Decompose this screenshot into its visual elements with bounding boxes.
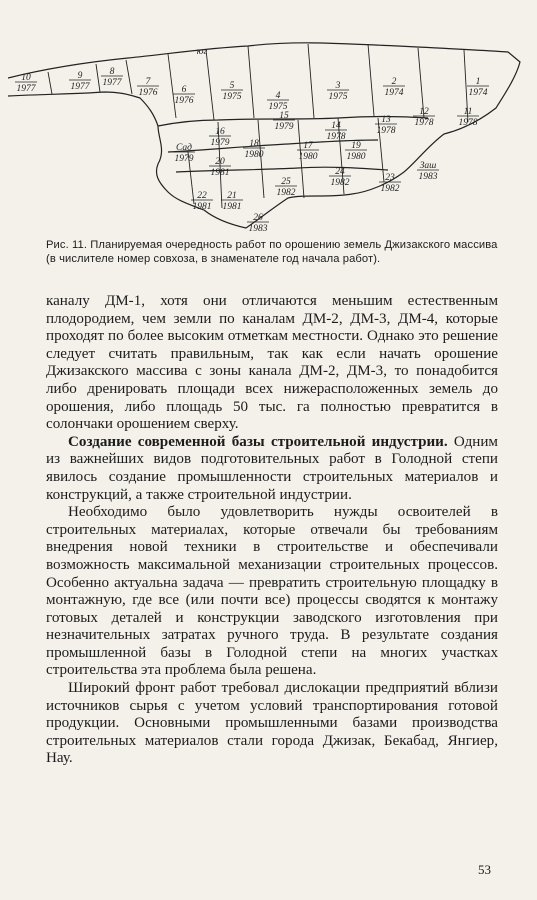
- zone-label: [417, 161, 439, 182]
- zone-label: [191, 191, 213, 212]
- paragraph-continued: каналу ДМ-1, хотя они отличаются меньшим естественным плодородием, чем земли по каналам ДМ-2, ДМ-3, ДМ-4, которые проходят по более высоким отметкам местности. Однако это решение следует считать правильным, так как если начать орошение Джизакского массива с зоны канала ДМ-2, ДМ-3, то понадобится либо дренировать площади всех нижерасположенных земель до орошения, либо площадь 50 тыс. га полностью превратится в солончаки орошением сверху.: [46, 293, 498, 433]
- zone-number: 16: [215, 127, 225, 137]
- zone-label: [173, 85, 195, 106]
- zone-year: 1979: [274, 122, 294, 132]
- zone-label: [329, 167, 351, 188]
- zone-year: 1978: [458, 118, 478, 128]
- zone-year: 1983: [248, 224, 268, 232]
- zone-number: 7: [145, 77, 151, 87]
- section-heading: Создание современной базы строительной индустрии.: [68, 433, 448, 450]
- zone-number: 24: [335, 167, 345, 177]
- zone-year: 1977: [102, 78, 122, 88]
- zone-number: 9: [77, 71, 83, 81]
- zone-number: 19: [351, 141, 361, 151]
- zone-year: 1974: [468, 88, 488, 98]
- zone-label: [221, 191, 243, 212]
- zone-year: 1982: [380, 184, 400, 194]
- zone-year: 1978: [414, 118, 434, 128]
- zone-label: [209, 157, 231, 178]
- section-text: Одним из важнейших видов подготовительных работ в Голодной степи явилось создание промышленности строительных материалов и конструкций, а также строительной индустрии.: [46, 433, 498, 503]
- zone-year: 1979: [174, 154, 194, 164]
- zone-label: [101, 67, 123, 88]
- zone-year: 1980: [244, 150, 264, 160]
- zone-year: 1979: [210, 138, 230, 148]
- zone-year: 1976: [174, 96, 194, 106]
- zone-number: 23: [385, 173, 395, 183]
- zone-number: 20: [215, 157, 225, 167]
- zone-label: [69, 71, 91, 92]
- zone-number: 17: [303, 141, 313, 151]
- zone-year: 1975: [268, 102, 288, 112]
- zone-number: 2: [391, 77, 397, 87]
- zone-label: [273, 111, 295, 132]
- zone-year: 1980: [298, 152, 318, 162]
- zone-year: 1976: [138, 88, 158, 98]
- zone-label: [209, 127, 231, 148]
- zone-label: [243, 139, 265, 160]
- paragraph-front: Широкий фронт работ требовал дислокации предприятий вблизи источников сырья с учетом условий транспортирования готовой продукции. Основными промышленными базами производства строительных материалов стали города Джизак, Бекабад, Янгиер, Нау.: [46, 680, 498, 767]
- zone-number: 10: [21, 73, 31, 83]
- zone-number: 3: [335, 81, 341, 91]
- zone-year: 1980: [346, 152, 366, 162]
- zone-label: [221, 81, 243, 102]
- zone-year: 1983: [418, 172, 438, 182]
- zone-year: 1981: [210, 168, 230, 178]
- zone-number: 14: [331, 121, 341, 131]
- figure-caption: Рис. 11. Планируемая очередность работ по орошению земель Джизакского массива (в числителе номер совхоза, в знаменателе год начала работ).: [46, 239, 498, 265]
- zone-year: 1981: [222, 202, 242, 212]
- zone-number: 22: [197, 191, 207, 201]
- zone-number: 25: [281, 177, 291, 187]
- zone-label: [173, 142, 195, 164]
- zone-number: 21: [227, 191, 237, 201]
- zone-label: [247, 213, 269, 232]
- zone-number: 4: [275, 91, 281, 101]
- paragraph-needs: Необходимо было удовлетворить нужды освоителей в строительных материалах, которые отвечали бы требованиям внедрения новой техники в строительстве и обеспечивали возможность максимальной механизации строительных процессов. Особенно актуальна задача — превратить строительную площадку в монтажную, где все (или почти все) процессы сводятся к монтажу готовых деталей и конструкции заводского изготовления при незначительных затратах ручного труда. В результате создания промышленной базы в Голодной степи на многих участках строительства эта проблема была решена.: [46, 504, 498, 679]
- zone-number: 13: [381, 115, 391, 125]
- zone-year: 1977: [16, 84, 36, 94]
- zone-label: [197, 47, 208, 57]
- zone-number: Сад: [176, 143, 192, 153]
- zone-label: [457, 107, 479, 128]
- zone-number: 26: [253, 213, 263, 223]
- zone-number: 8: [109, 67, 115, 77]
- zone-label: [345, 141, 367, 162]
- zone-label: [267, 91, 289, 112]
- zone-label: [467, 77, 489, 98]
- zone-label: [325, 121, 347, 142]
- zone-number: 11: [463, 107, 473, 117]
- map-drawing: [8, 22, 528, 232]
- zone-label: [383, 77, 405, 98]
- zone-year: 1974: [384, 88, 404, 98]
- irrigation-zones-map: [8, 22, 528, 232]
- zone-label: [137, 77, 159, 98]
- zone-number: 5: [229, 81, 235, 91]
- zone-year: 1981: [192, 202, 212, 212]
- body-text: [46, 293, 498, 768]
- zone-number: 18: [249, 139, 259, 149]
- zone-number: 1: [475, 77, 481, 87]
- map-outline: [8, 43, 520, 228]
- zone-number: 15: [279, 111, 289, 121]
- zone-year: 1982: [276, 188, 296, 198]
- zone-number: юг: [196, 47, 208, 57]
- zone-number: 6: [181, 85, 187, 95]
- zone-number: 12: [419, 107, 429, 117]
- zone-year: 1977: [70, 82, 90, 92]
- zone-label: [327, 81, 349, 102]
- zone-label: [275, 177, 297, 198]
- zone-label: [15, 73, 37, 94]
- zone-year: 1975: [328, 92, 348, 102]
- zone-number: Заш: [419, 161, 437, 171]
- zone-year: 1978: [326, 132, 346, 142]
- zone-year: 1975: [222, 92, 242, 102]
- page-number: 53: [478, 862, 491, 877]
- zone-year: 1982: [330, 178, 350, 188]
- section-paragraph: [46, 434, 498, 504]
- zone-year: 1978: [376, 126, 396, 136]
- zone-label: [413, 107, 435, 128]
